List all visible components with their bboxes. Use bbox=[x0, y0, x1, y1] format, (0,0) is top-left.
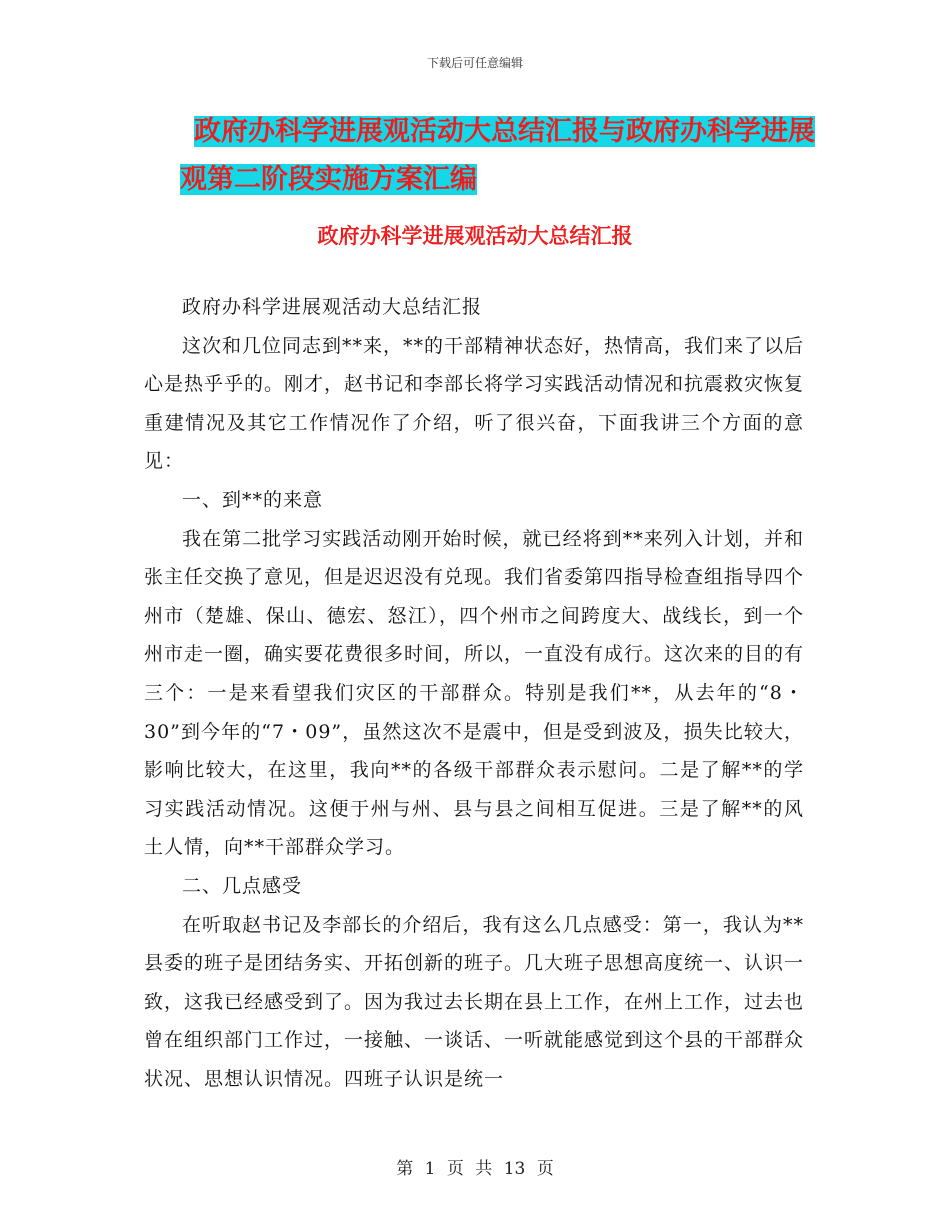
section-title: 政府办科学进展观活动大总结汇报 bbox=[317, 224, 633, 248]
paragraph: 在听取赵书记及李部长的介绍后，我有这么几点感受：第一，我认为**县委的班子是团结务实、开拓创新的班子。几大班子思想高度统一、认识一致，这我已经感受到了。因为我过去长期在县上工作，在州上工作，过去也曾在组织部门工作过，一接触、一谈话、一听就能感觉到这个县的干部群众状况、思想认识情况。四班子认识是统一 bbox=[144, 913, 805, 1090]
page-footer-number: 第 1 页 共 13 页 bbox=[396, 1159, 554, 1179]
document-title-line2-text: 观第二阶段实施方案汇编 bbox=[180, 164, 477, 195]
page-header-note: 下载后可任意编辑 bbox=[426, 56, 523, 70]
paragraph: 我在第二批学习实践活动刚开始时候，就已经将到**来列入计划，并和张主任交换了意见，但是迟迟没有兑现。我们省委第四指导检查组指导四个州市（楚雄、保山、德宏、怒江），四个州市之间跨度大、战线长，到一个州市走一圈，确实要花费很多时间，所以，一直没有成行。这次来的目的有三个：一是来看望我们灾区的干部群众。特别是我们**，从去年的“8・30”到今年的“7・09”，虽然这次不是震中，但是受到波及，损失比较大，影响比较大，在这里，我向**的各级干部群众表示慰问。二是了解**的学习实践活动情况。这便于州与州、县与县之间相互促进。三是了解**的风土人情，向**干部群众学习。 bbox=[144, 527, 805, 859]
paragraph-heading: 二、几点感受 bbox=[182, 874, 303, 897]
document-title bbox=[144, 108, 814, 204]
document-title-line1-text: 政府办科学进展观活动大总结汇报与政府办科学进展 bbox=[194, 116, 815, 147]
document-title-line1 bbox=[144, 108, 814, 156]
paragraph: 政府办科学进展观活动大总结汇报 bbox=[182, 296, 483, 318]
document-body bbox=[144, 288, 804, 1098]
document-title-line2 bbox=[144, 156, 814, 204]
paragraph: 这次和几位同志到**来，**的干部精神状态好，热情高，我们来了以后心是热乎乎的。刚才，赵书记和李部长将学习实践活动情况和抗震救灾恢复重建情况及其它工作情况作了介绍，听了很兴奋，下面我讲三个方面的意见： bbox=[144, 334, 805, 473]
paragraph-heading: 一、到**的来意 bbox=[182, 488, 324, 511]
